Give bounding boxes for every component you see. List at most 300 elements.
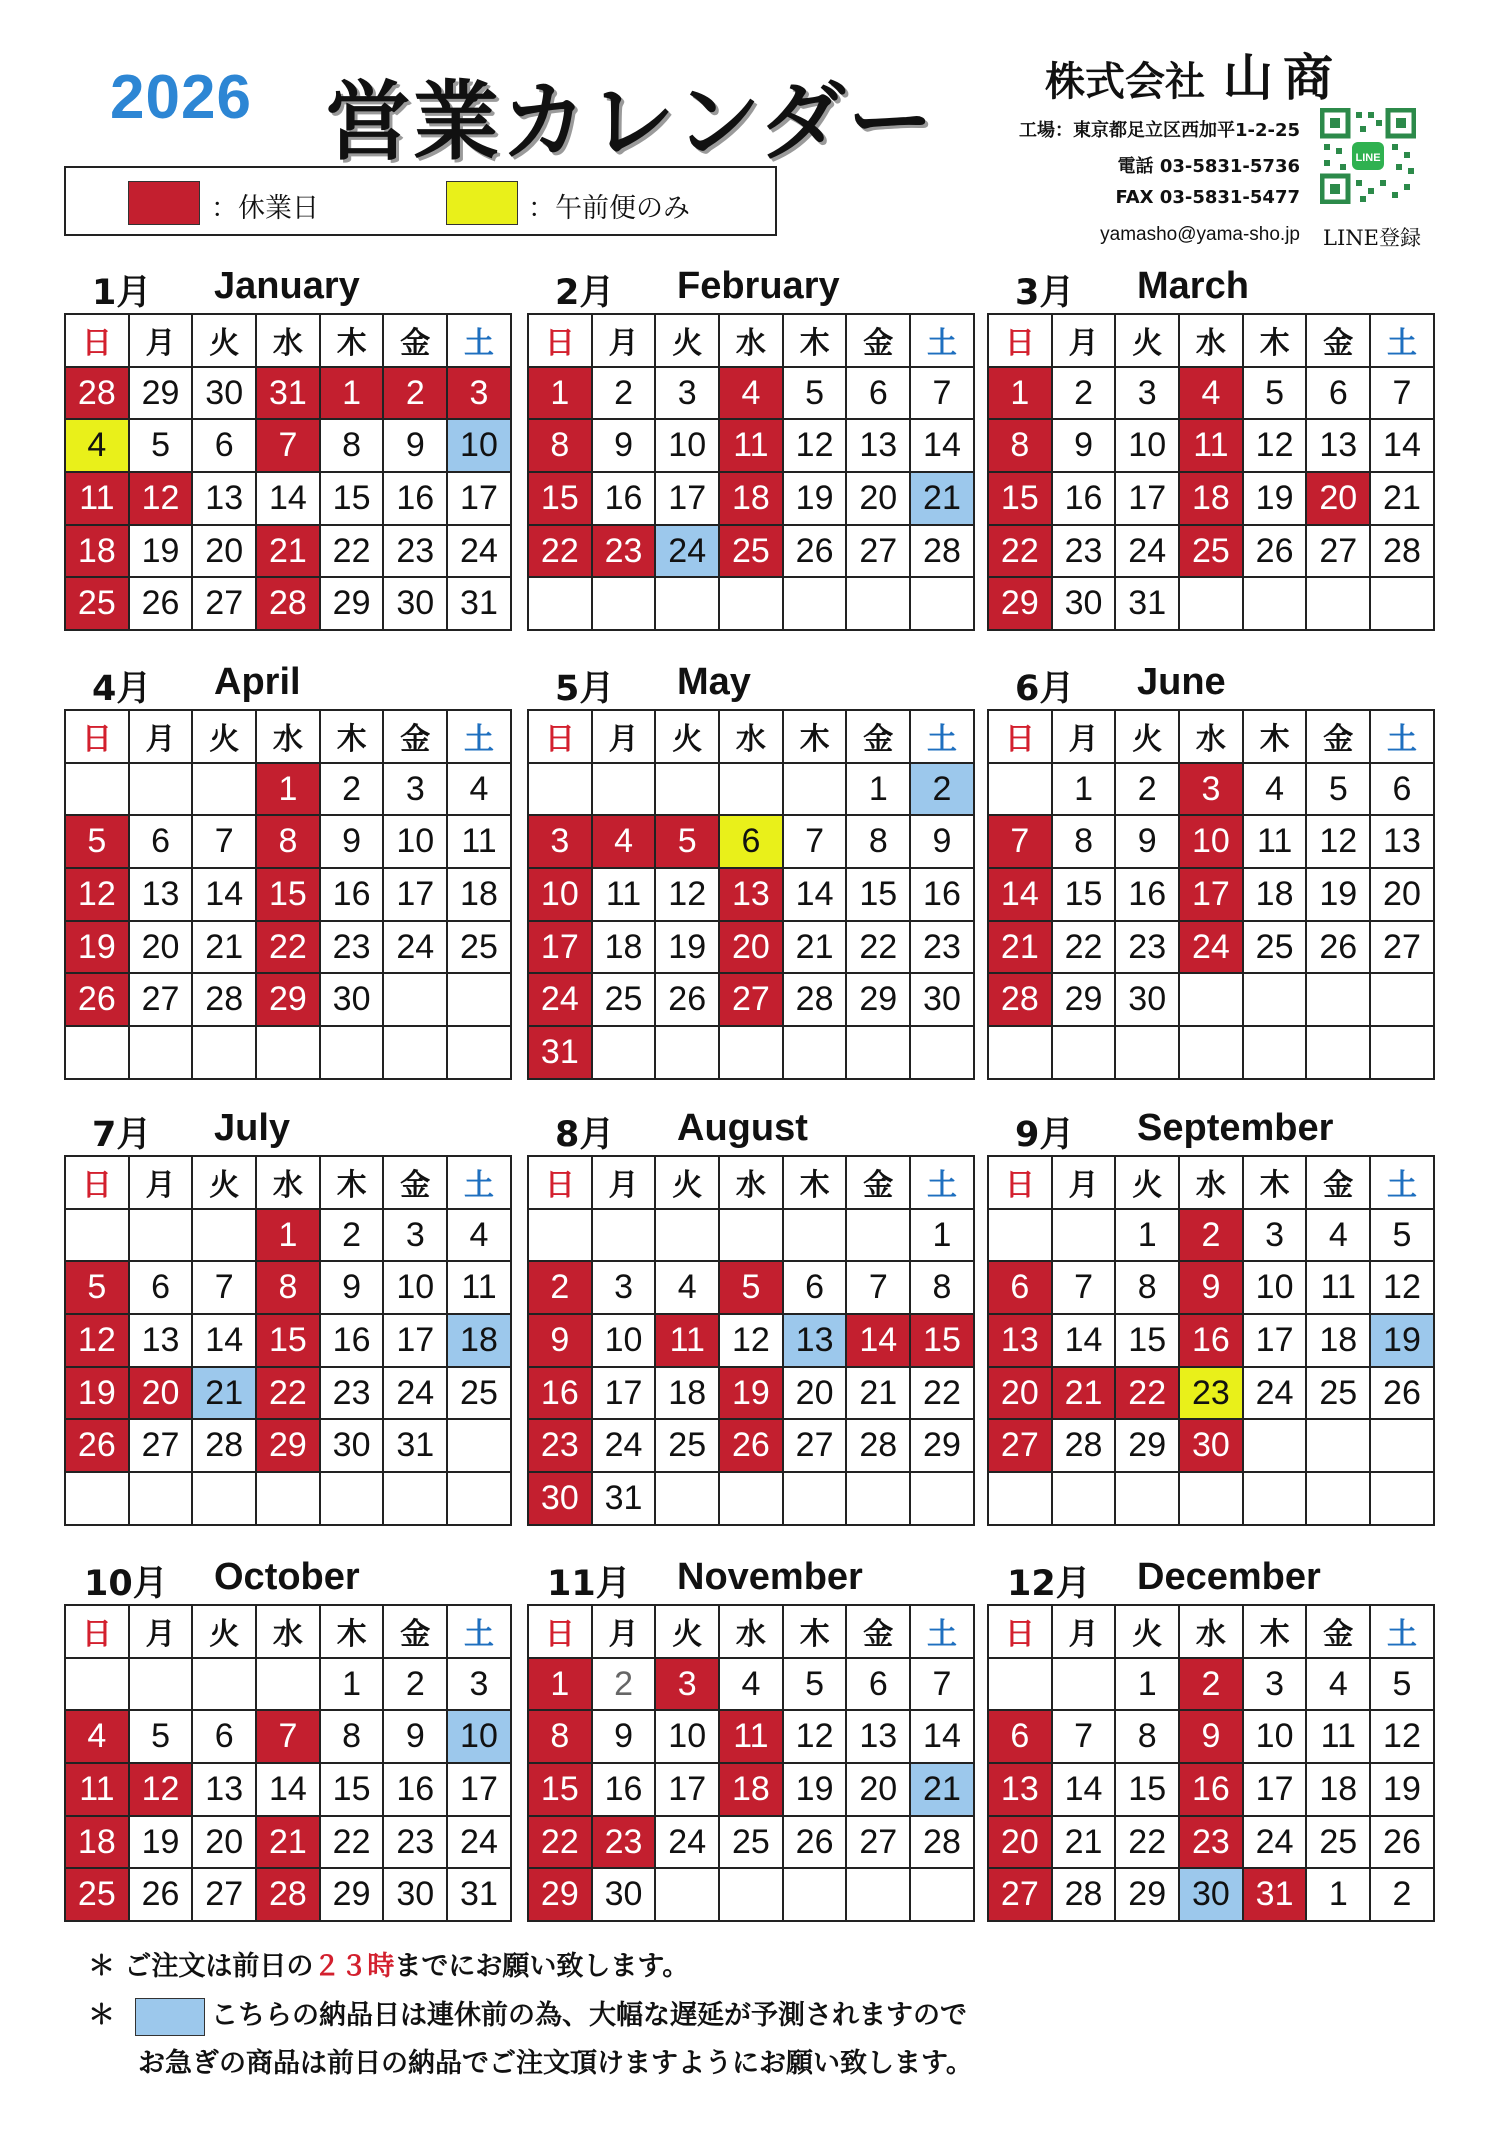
day-cell: 1: [256, 1209, 320, 1262]
empty-cell: [65, 1026, 129, 1079]
day-cell: 22: [988, 525, 1052, 578]
day-cell: 12: [129, 1763, 193, 1816]
day-cell: 19: [1370, 1314, 1434, 1367]
weekday-header: 金: [846, 710, 910, 763]
month-table: [987, 1155, 1435, 1526]
day-cell: 20: [1306, 472, 1370, 525]
weekday-header: 木: [783, 314, 847, 367]
empty-cell: [783, 1026, 847, 1079]
day-cell: 10: [447, 419, 511, 472]
weekday-header: 火: [192, 710, 256, 763]
day-cell: 1: [320, 367, 384, 420]
day-cell: 18: [719, 1763, 783, 1816]
day-cell: 26: [65, 1419, 129, 1472]
day-cell: 25: [1179, 525, 1243, 578]
day-cell: 23: [528, 1419, 592, 1472]
day-cell: 12: [783, 419, 847, 472]
day-cell: 2: [320, 1209, 384, 1262]
month-header: [987, 1107, 1433, 1155]
day-cell: 11: [719, 419, 783, 472]
day-cell: 23: [1052, 525, 1116, 578]
day-cell: 19: [783, 1763, 847, 1816]
day-cell: 29: [1052, 973, 1116, 1026]
day-cell: 11: [655, 1314, 719, 1367]
day-cell: 25: [1243, 921, 1307, 974]
day-cell: 17: [655, 472, 719, 525]
day-cell: 9: [383, 419, 447, 472]
day-cell: 12: [719, 1314, 783, 1367]
day-cell: 27: [129, 1419, 193, 1472]
weekday-header: 木: [783, 710, 847, 763]
day-cell: 11: [1306, 1261, 1370, 1314]
day-cell: 28: [1052, 1868, 1116, 1921]
weekday-header: 火: [1115, 1605, 1179, 1658]
day-cell: 16: [1179, 1763, 1243, 1816]
day-cell: 26: [1243, 525, 1307, 578]
day-cell: 31: [383, 1419, 447, 1472]
day-cell: 6: [129, 1261, 193, 1314]
day-cell: 2: [1052, 367, 1116, 420]
day-cell: 3: [592, 1261, 656, 1314]
weekday-header: 火: [192, 314, 256, 367]
empty-cell: [655, 1026, 719, 1079]
day-cell: 25: [65, 1868, 129, 1921]
prev-month-day-cell: 29: [129, 367, 193, 420]
weekday-header: 月: [129, 710, 193, 763]
empty-cell: [192, 1472, 256, 1525]
day-cell: 7: [910, 1658, 974, 1711]
day-cell: 25: [65, 577, 129, 630]
empty-cell: [988, 1026, 1052, 1079]
day-cell: 13: [129, 1314, 193, 1367]
weekday-header: 月: [129, 1605, 193, 1658]
weekday-header: 月: [592, 1605, 656, 1658]
day-cell: 7: [192, 815, 256, 868]
empty-cell: [129, 1209, 193, 1262]
month-table: [527, 709, 975, 1080]
day-cell: 6: [129, 815, 193, 868]
day-cell: 26: [655, 973, 719, 1026]
day-cell: 4: [65, 1710, 129, 1763]
next-month-day-cell: 1: [1306, 1868, 1370, 1921]
day-cell: 26: [65, 973, 129, 1026]
day-cell: 4: [592, 815, 656, 868]
day-cell: 22: [320, 1816, 384, 1869]
day-cell: 6: [988, 1710, 1052, 1763]
month-name: May: [677, 661, 751, 703]
day-cell: 12: [655, 868, 719, 921]
weekday-header: 金: [846, 1605, 910, 1658]
empty-cell: [192, 1026, 256, 1079]
weekday-header: 水: [256, 1156, 320, 1209]
page-title: 営業カレンダー: [325, 72, 936, 172]
empty-cell: [528, 763, 592, 816]
day-cell: 22: [846, 921, 910, 974]
day-cell: 27: [1306, 525, 1370, 578]
day-cell: 5: [783, 367, 847, 420]
day-cell: 20: [192, 1816, 256, 1869]
day-cell: 18: [592, 921, 656, 974]
weekday-header: 土: [1370, 314, 1434, 367]
day-cell: 19: [129, 1816, 193, 1869]
day-cell: 27: [192, 1868, 256, 1921]
day-cell: 11: [719, 1710, 783, 1763]
weekday-header: 水: [256, 710, 320, 763]
line-register-label: LINE登録: [1323, 226, 1421, 250]
month-number: 3月: [1015, 273, 1075, 313]
empty-cell: [846, 1868, 910, 1921]
day-cell: 2: [1179, 1658, 1243, 1711]
month-number: 11月: [547, 1564, 631, 1604]
day-cell: 21: [256, 525, 320, 578]
weekday-header: 土: [910, 1605, 974, 1658]
month-name: June: [1137, 661, 1226, 703]
legend-closed-label: ：休業日: [211, 193, 319, 224]
day-cell: 2: [320, 763, 384, 816]
weekday-header: 木: [783, 1605, 847, 1658]
day-cell: 23: [383, 525, 447, 578]
day-cell: 7: [256, 419, 320, 472]
day-cell: 28: [988, 973, 1052, 1026]
day-cell: 16: [1115, 868, 1179, 921]
day-cell: 20: [129, 1367, 193, 1420]
day-cell: 7: [1052, 1710, 1116, 1763]
empty-cell: [910, 1472, 974, 1525]
day-cell: 6: [988, 1261, 1052, 1314]
day-cell: 9: [320, 815, 384, 868]
empty-cell: [320, 1472, 384, 1525]
empty-cell: [1052, 1026, 1116, 1079]
empty-cell: [988, 1658, 1052, 1711]
day-cell: 7: [1370, 367, 1434, 420]
day-cell: 19: [1306, 868, 1370, 921]
day-cell: 16: [592, 1763, 656, 1816]
day-cell: 20: [783, 1367, 847, 1420]
note2-star: ＊: [88, 2000, 115, 2031]
day-cell: 3: [447, 367, 511, 420]
weekday-header: 日: [528, 710, 592, 763]
day-cell: 24: [1179, 921, 1243, 974]
day-cell: 24: [1115, 525, 1179, 578]
day-cell: 15: [256, 1314, 320, 1367]
day-cell: 6: [719, 815, 783, 868]
weekday-header: 日: [988, 710, 1052, 763]
day-cell: 14: [1370, 419, 1434, 472]
day-cell: 14: [783, 868, 847, 921]
day-cell: 12: [1306, 815, 1370, 868]
day-cell: 14: [192, 868, 256, 921]
day-cell: 26: [783, 1816, 847, 1869]
empty-cell: [528, 1209, 592, 1262]
day-cell: 3: [655, 1658, 719, 1711]
empty-cell: [1179, 577, 1243, 630]
empty-cell: [910, 1026, 974, 1079]
day-cell: 24: [383, 921, 447, 974]
empty-cell: [655, 577, 719, 630]
weekday-header: 水: [256, 314, 320, 367]
qr-line-label: LINE: [1355, 152, 1381, 164]
weekday-header: 水: [719, 314, 783, 367]
day-cell: 14: [192, 1314, 256, 1367]
phone-number: 電話 03-5831-5736: [1117, 156, 1300, 177]
day-cell: 11: [1243, 815, 1307, 868]
empty-cell: [65, 763, 129, 816]
day-cell: 26: [1370, 1816, 1434, 1869]
weekday-header: 金: [383, 1156, 447, 1209]
day-cell: 16: [1052, 472, 1116, 525]
day-cell: 16: [383, 1763, 447, 1816]
empty-cell: [192, 1209, 256, 1262]
legend-morning-label: ：午前便のみ: [528, 193, 690, 224]
day-cell: 22: [528, 525, 592, 578]
weekday-header: 金: [846, 1156, 910, 1209]
weekday-header: 土: [1370, 710, 1434, 763]
empty-cell: [1243, 577, 1307, 630]
day-cell: 8: [1052, 815, 1116, 868]
empty-cell: [1115, 1472, 1179, 1525]
empty-cell: [783, 1472, 847, 1525]
day-cell: 4: [1243, 763, 1307, 816]
month-header: [987, 1556, 1433, 1604]
weekday-header: 金: [1306, 314, 1370, 367]
day-cell: 19: [129, 525, 193, 578]
day-cell: 28: [256, 577, 320, 630]
weekday-header: 土: [910, 1156, 974, 1209]
day-cell: 23: [1115, 921, 1179, 974]
weekday-header: 水: [1179, 710, 1243, 763]
day-cell: 27: [192, 577, 256, 630]
day-cell: 2: [592, 1658, 656, 1711]
day-cell: 9: [592, 419, 656, 472]
empty-cell: [447, 1419, 511, 1472]
day-cell: 11: [1306, 1710, 1370, 1763]
day-cell: 25: [1306, 1367, 1370, 1420]
fax-number: FAX 03-5831-5477: [1115, 187, 1300, 208]
day-cell: 23: [910, 921, 974, 974]
day-cell: 24: [447, 1816, 511, 1869]
empty-cell: [719, 1209, 783, 1262]
empty-cell: [783, 1209, 847, 1262]
day-cell: 6: [846, 1658, 910, 1711]
month-name: February: [677, 265, 840, 307]
empty-cell: [1243, 973, 1307, 1026]
day-cell: 18: [1243, 868, 1307, 921]
prev-month-day-cell: 30: [192, 367, 256, 420]
day-cell: 20: [988, 1367, 1052, 1420]
day-cell: 10: [383, 815, 447, 868]
day-cell: 19: [65, 1367, 129, 1420]
note1-before: ＊ ご注文は前日の: [88, 1951, 314, 1982]
day-cell: 20: [1370, 868, 1434, 921]
empty-cell: [1052, 1209, 1116, 1262]
day-cell: 14: [910, 1710, 974, 1763]
day-cell: 6: [1306, 367, 1370, 420]
empty-cell: [1370, 973, 1434, 1026]
day-cell: 31: [592, 1472, 656, 1525]
day-cell: 23: [320, 921, 384, 974]
day-cell: 18: [1306, 1763, 1370, 1816]
day-cell: 6: [192, 419, 256, 472]
factory-address: 工場：東京都足立区西加平1-2-25: [1018, 120, 1300, 141]
day-cell: 17: [447, 472, 511, 525]
email-address[interactable]: yamasho@yama-sho.jp: [1100, 224, 1300, 245]
weekday-header: 月: [592, 710, 656, 763]
empty-cell: [320, 1026, 384, 1079]
empty-cell: [192, 763, 256, 816]
weekday-header: 日: [988, 1605, 1052, 1658]
day-cell: 26: [1306, 921, 1370, 974]
day-cell: 27: [129, 973, 193, 1026]
month-name: September: [1137, 1107, 1334, 1149]
day-cell: 8: [320, 1710, 384, 1763]
day-cell: 19: [655, 921, 719, 974]
month-header: [987, 661, 1433, 709]
day-cell: 22: [528, 1816, 592, 1869]
day-cell: 2: [592, 367, 656, 420]
empty-cell: [383, 1472, 447, 1525]
empty-cell: [783, 763, 847, 816]
day-cell: 1: [528, 367, 592, 420]
day-cell: 17: [528, 921, 592, 974]
day-cell: 16: [910, 868, 974, 921]
prev-month-day-cell: 31: [256, 367, 320, 420]
day-cell: 7: [910, 367, 974, 420]
day-cell: 18: [719, 472, 783, 525]
day-cell: 27: [846, 525, 910, 578]
day-cell: 15: [256, 868, 320, 921]
day-cell: 30: [1115, 973, 1179, 1026]
day-cell: 30: [320, 973, 384, 1026]
empty-cell: [1243, 1419, 1307, 1472]
day-cell: 13: [1306, 419, 1370, 472]
day-cell: 4: [1306, 1209, 1370, 1262]
day-cell: 5: [1243, 367, 1307, 420]
day-cell: 3: [447, 1658, 511, 1711]
day-cell: 25: [447, 1367, 511, 1420]
day-cell: 4: [719, 367, 783, 420]
day-cell: 21: [192, 921, 256, 974]
day-cell: 27: [988, 1868, 1052, 1921]
month-name: January: [214, 265, 360, 307]
day-cell: 17: [1179, 868, 1243, 921]
month-name: March: [1137, 265, 1249, 307]
day-cell: 29: [988, 577, 1052, 630]
empty-cell: [846, 1209, 910, 1262]
day-cell: 29: [1115, 1419, 1179, 1472]
month-number: 6月: [1015, 669, 1075, 709]
weekday-header: 月: [592, 314, 656, 367]
day-cell: 8: [846, 815, 910, 868]
day-cell: 13: [783, 1314, 847, 1367]
month-table: [527, 313, 975, 631]
day-cell: 1: [1115, 1658, 1179, 1711]
day-cell: 27: [783, 1419, 847, 1472]
weekday-header: 日: [988, 314, 1052, 367]
weekday-header: 月: [1052, 1156, 1116, 1209]
day-cell: 18: [655, 1367, 719, 1420]
day-cell: 18: [1306, 1314, 1370, 1367]
day-cell: 3: [528, 815, 592, 868]
weekday-header: 日: [528, 1605, 592, 1658]
day-cell: 8: [256, 1261, 320, 1314]
empty-cell: [1179, 1026, 1243, 1079]
day-cell: 15: [1052, 868, 1116, 921]
weekday-header: 木: [320, 1156, 384, 1209]
day-cell: 4: [65, 419, 129, 472]
day-cell: 30: [383, 1868, 447, 1921]
weekday-header: 金: [1306, 1605, 1370, 1658]
day-cell: 19: [783, 472, 847, 525]
day-cell: 2: [528, 1261, 592, 1314]
note2-text: こちらの納品日は連休前の為、大幅な遅延が予測されますので: [211, 2000, 967, 2031]
day-cell: 7: [1052, 1261, 1116, 1314]
empty-cell: [1115, 1026, 1179, 1079]
day-cell: 22: [1052, 921, 1116, 974]
day-cell: 21: [256, 1816, 320, 1869]
day-cell: 24: [447, 525, 511, 578]
day-cell: 28: [846, 1419, 910, 1472]
day-cell: 16: [320, 868, 384, 921]
empty-cell: [719, 1868, 783, 1921]
day-cell: 20: [719, 921, 783, 974]
day-cell: 10: [447, 1710, 511, 1763]
day-cell: 17: [1243, 1763, 1307, 1816]
empty-cell: [65, 1472, 129, 1525]
day-cell: 7: [256, 1710, 320, 1763]
empty-cell: [1306, 1419, 1370, 1472]
weekday-header: 金: [383, 710, 447, 763]
weekday-header: 水: [719, 1605, 783, 1658]
day-cell: 23: [1179, 1367, 1243, 1420]
weekday-header: 火: [1115, 1156, 1179, 1209]
weekday-header: 木: [320, 710, 384, 763]
day-cell: 28: [783, 973, 847, 1026]
day-cell: 29: [528, 1868, 592, 1921]
weekday-header: 水: [1179, 1156, 1243, 1209]
line-qr-code-icon[interactable]: [1320, 108, 1416, 204]
day-cell: 31: [1243, 1868, 1307, 1921]
day-cell: 7: [988, 815, 1052, 868]
day-cell: 21: [1052, 1367, 1116, 1420]
day-cell: 12: [129, 472, 193, 525]
weekday-header: 日: [65, 314, 129, 367]
month-table: [527, 1155, 975, 1526]
empty-cell: [988, 763, 1052, 816]
empty-cell: [1370, 577, 1434, 630]
weekday-header: 土: [910, 710, 974, 763]
day-cell: 17: [1243, 1314, 1307, 1367]
month-header: [987, 265, 1433, 313]
day-cell: 16: [528, 1367, 592, 1420]
day-cell: 28: [256, 1868, 320, 1921]
month-name: December: [1137, 1556, 1321, 1598]
day-cell: 1: [1052, 763, 1116, 816]
day-cell: 13: [988, 1314, 1052, 1367]
day-cell: 11: [592, 868, 656, 921]
weekday-header: 水: [256, 1605, 320, 1658]
month-number: 5月: [555, 669, 615, 709]
day-cell: 8: [910, 1261, 974, 1314]
day-cell: 20: [988, 1816, 1052, 1869]
empty-cell: [1306, 973, 1370, 1026]
day-cell: 17: [1115, 472, 1179, 525]
empty-cell: [988, 1472, 1052, 1525]
day-cell: 19: [1370, 1763, 1434, 1816]
day-cell: 22: [910, 1367, 974, 1420]
month-table: [987, 1604, 1435, 1922]
day-cell: 27: [988, 1419, 1052, 1472]
month-table: [987, 709, 1435, 1080]
